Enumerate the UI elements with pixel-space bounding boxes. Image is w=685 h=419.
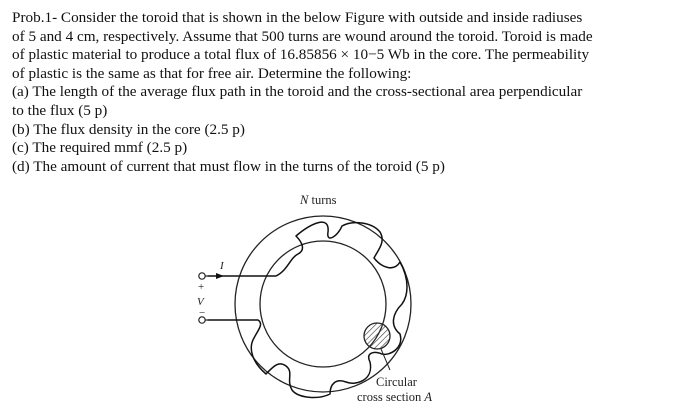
- question-part-d: (d) The amount of current that must flow in the turns of the toroid (5 p): [12, 157, 445, 175]
- minus-label: −: [199, 307, 206, 319]
- question-part-b: (b) The flux density in the core (2.5 p): [12, 120, 245, 138]
- turns-label: [299, 193, 337, 207]
- toroid-outer-edge: [235, 216, 411, 392]
- current-label: I: [220, 260, 224, 272]
- cross-section-label-line2: [357, 390, 432, 404]
- terminal-top: [199, 273, 205, 279]
- problem-line: Prob.1- Consider the toroid that is shown in the below Figure with outside and inside radiuses: [12, 9, 583, 26]
- voltage-label: V: [197, 296, 204, 308]
- cross-section-circle: [364, 323, 390, 349]
- question-part-a-cont: to the flux (5 p): [12, 101, 108, 119]
- cross-section-var: A: [424, 390, 432, 404]
- problem-line: of plastic material to produce a total flux of 16.85856 × 10−5 Wb in the core. The permeability: [12, 46, 590, 64]
- toroid-figure: [180, 186, 460, 416]
- cross-section-label-line1: Circular: [376, 375, 417, 389]
- turns-label-n: N: [300, 193, 309, 207]
- cross-section-text: cross section: [357, 390, 425, 404]
- toroid-diagram: [180, 186, 460, 416]
- problem-line: of 5 and 4 cm, respectively. Assume that 500 turns are wound around the toroid. Toroid is made: [12, 27, 593, 45]
- question-part-a: (a) The length of the average flux path in the toroid and the cross-sectional area perpendicular: [12, 83, 583, 101]
- toroid-inner-edge: [260, 241, 386, 367]
- turns-label-text: turns: [308, 193, 337, 207]
- question-part-c: (c) The required mmf (2.5 p): [12, 139, 188, 157]
- current-arrow: [216, 273, 224, 279]
- problem-line: of plastic is the same as that for free air. Determine the following:: [12, 64, 412, 82]
- plus-label: +: [198, 281, 205, 293]
- problem-statement: [12, 9, 676, 176]
- winding-coil: [208, 222, 407, 397]
